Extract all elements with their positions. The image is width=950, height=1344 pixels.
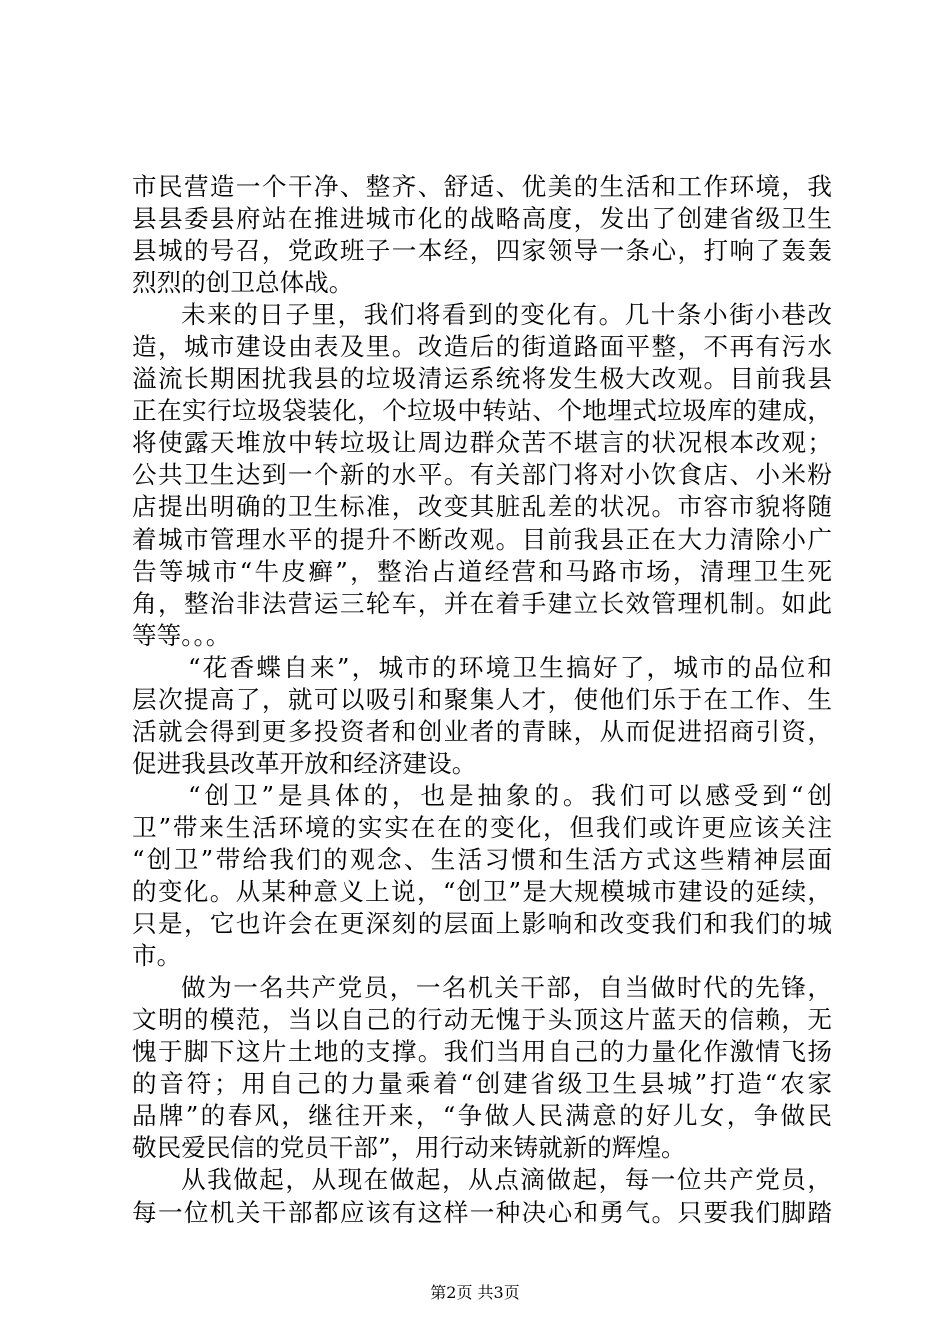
text-line: 文明的模范，当以自己的行动无愧于头顶这片蓝天的信赖，无 xyxy=(132,1005,832,1035)
text-line: 促进我县改革开放和经济建设。 xyxy=(132,748,477,778)
paragraph xyxy=(132,972,832,1164)
text-line: 每一位机关干部都应该有这样一种决心和勇气。只要我们脚踏 xyxy=(132,1197,832,1227)
text-line: 做为一名共产党员，一名机关干部，自当做时代的先锋， xyxy=(181,973,832,1003)
text-line: 只是，它也许会在更深刻的层面上影响和改变我们和我们的城 xyxy=(132,909,832,939)
page-footer: 第2页 共3页 xyxy=(430,1283,520,1302)
text-line: 告等城市“牛皮癣”，整治占道经营和马路市场，清理卫生死 xyxy=(132,556,832,586)
paragraph xyxy=(132,171,832,299)
paragraph xyxy=(132,299,832,652)
text-line: 未来的日子里，我们将看到的变化有。几十条小街小巷改 xyxy=(181,300,832,330)
text-line: 县县委县府站在推进城市化的战略高度，发出了创建省级卫生 xyxy=(132,204,832,234)
text-line: 卫”带来生活环境的实实在在的变化，但我们或许更应该关注 xyxy=(132,812,832,842)
text-line: 活就会得到更多投资者和创业者的青睐，从而促进招商引资， xyxy=(132,716,832,746)
text-line: 店提出明确的卫生标准，改变其脏乱差的状况。市容市貌将随 xyxy=(132,492,832,522)
text-line: 造，城市建设由表及里。改造后的街道路面平整，不再有污水 xyxy=(132,332,832,362)
paragraph xyxy=(132,780,832,972)
text-line: “创卫”是具体的，也是抽象的。我们可以感受到“创 xyxy=(188,780,832,810)
text-line: 县城的号召，党政班子一本经，四家领导一条心，打响了轰轰 xyxy=(132,236,832,266)
text-line: 的变化。从某种意义上说，“创卫”是大规模城市建设的延续， xyxy=(132,877,832,907)
text-line: 将使露天堆放中转垃圾让周边群众苦不堪言的状况根本改观； xyxy=(132,428,832,458)
text-line: 市。 xyxy=(132,941,182,971)
text-line: 愧于脚下这片土地的支撑。我们当用自己的力量化作激情飞扬 xyxy=(132,1037,832,1067)
text-line: 从我做起，从现在做起，从点滴做起，每一位共产党员， xyxy=(181,1165,832,1195)
text-line: 公共卫生达到一个新的水平。有关部门将对小饮食店、小米粉 xyxy=(132,460,832,490)
text-line: 层次提高了，就可以吸引和聚集人才，使他们乐于在工作、生 xyxy=(132,684,832,714)
text-line: 品牌”的春风，继往开来，“争做人民满意的好儿女，争做民 xyxy=(132,1101,832,1131)
text-line: “创卫”带给我们的观念、生活习惯和生活方式这些精神层面 xyxy=(132,844,832,874)
text-line: “花香蝶自来”，城市的环境卫生搞好了，城市的品位和 xyxy=(188,652,832,682)
text-line: 的音符；用自己的力量乘着“创建省级卫生县城”打造“农家 xyxy=(132,1069,832,1099)
text-line: 市民营造一个干净、整齐、舒适、优美的生活和工作环境，我 xyxy=(132,172,832,201)
text-line: 等等。。。 xyxy=(132,620,231,650)
text-line: 敬民爱民信的党员干部”，用行动来铸就新的辉煌。 xyxy=(132,1133,686,1163)
text-line: 正在实行垃圾袋装化，个垃圾中转站、个地埋式垃圾库的建成， xyxy=(132,396,832,426)
text-line: 着城市管理水平的提升不断改观。目前我县正在大力清除小广 xyxy=(132,524,832,554)
text-line: 烈烈的创卫总体战。 xyxy=(132,268,354,298)
body-text xyxy=(132,171,832,1229)
text-line: 角，整治非法营运三轮车，并在着手建立长效管理机制。如此 xyxy=(132,588,832,618)
paragraph xyxy=(132,652,832,780)
text-line: 溢流长期困扰我县的垃圾清运系统将发生极大改观。目前我县 xyxy=(132,364,832,394)
paragraph xyxy=(132,1164,832,1228)
